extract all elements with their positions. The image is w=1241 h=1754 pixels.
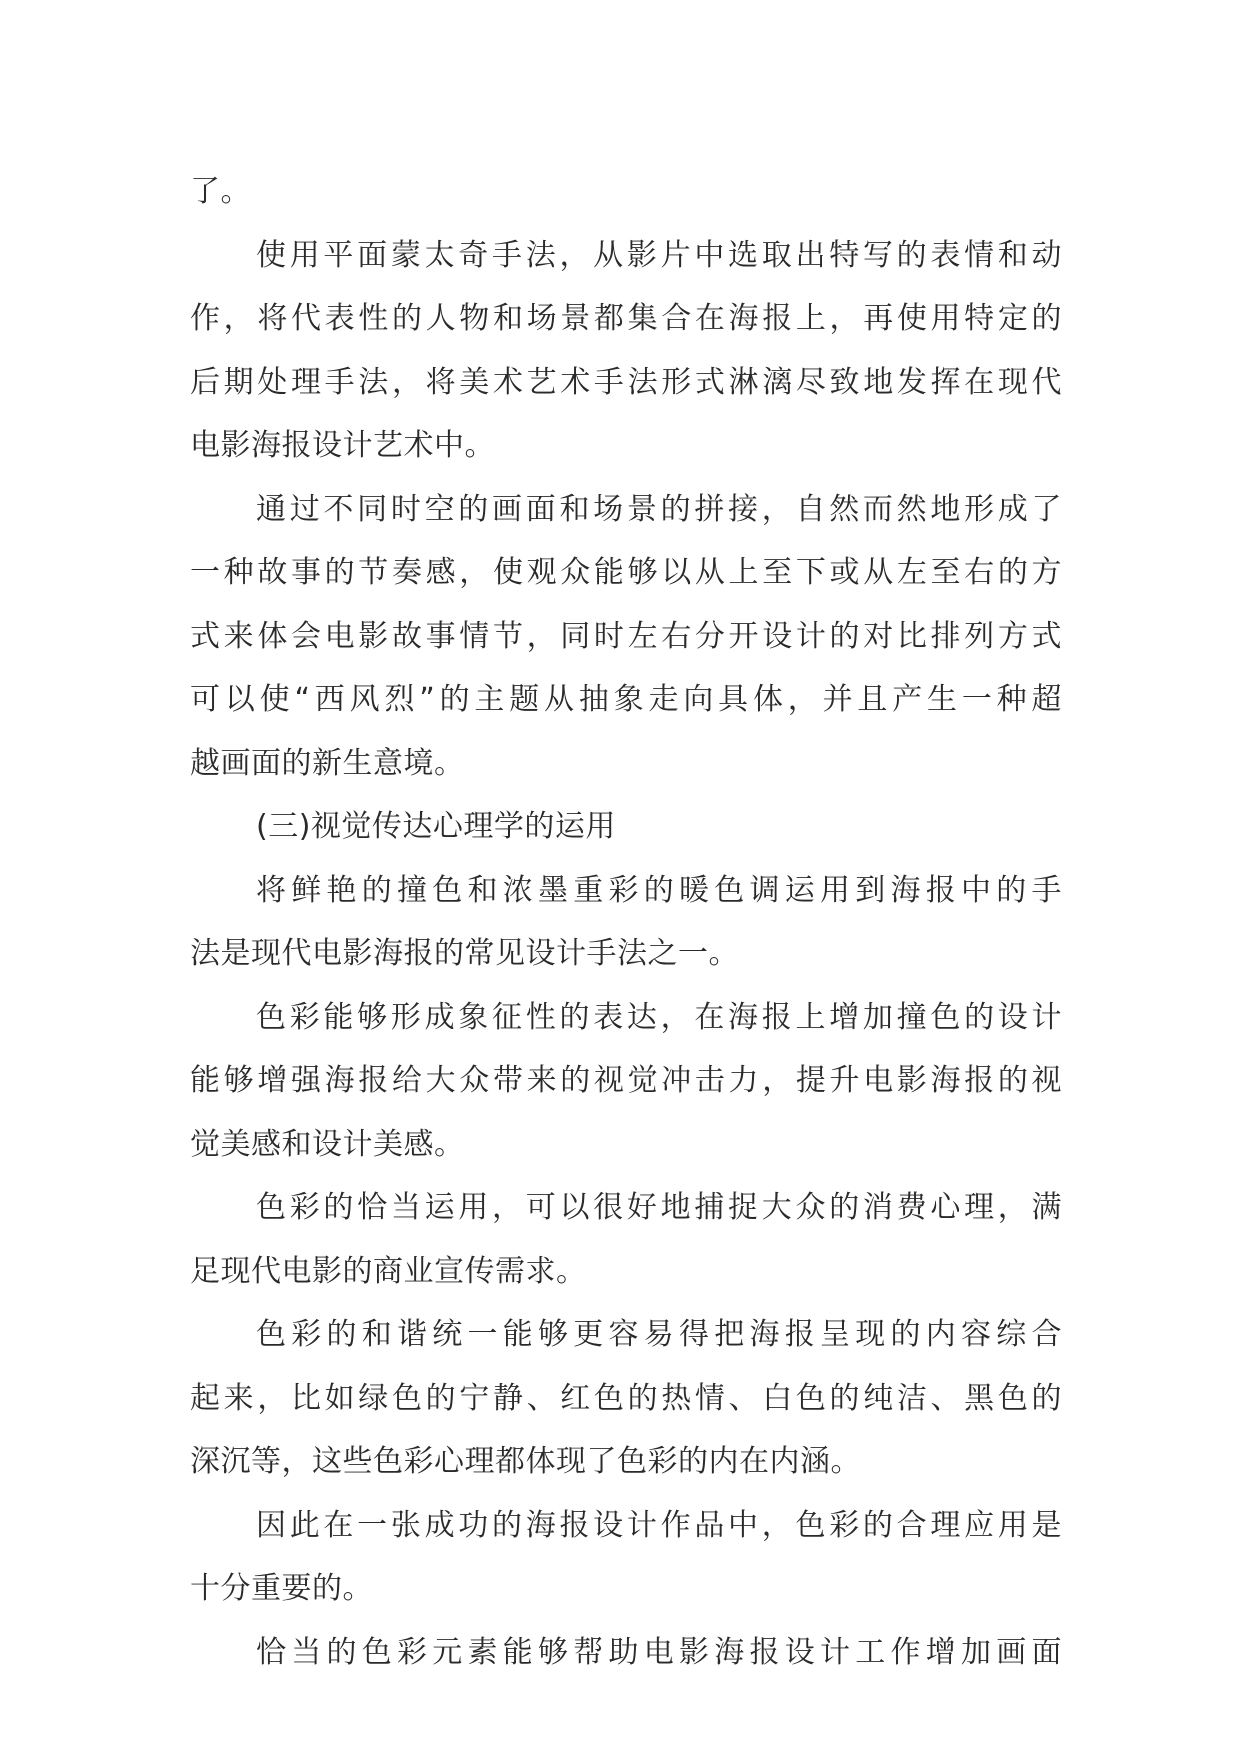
text-line: 深沉等，这些色彩心理都体现了色彩的内在内涵。 xyxy=(190,1444,861,1479)
text-line: 后期处理手法，将美术艺术手法形式淋漓尽致地发挥在现代 xyxy=(190,364,1062,400)
body-text xyxy=(190,160,1062,1684)
text-line: 了。 xyxy=(190,174,251,209)
text-line: 色彩的恰当运用，可以很好地捕捉大众的消费心理，满 xyxy=(256,1190,1062,1225)
text-line: 电影海报设计艺术中。 xyxy=(190,428,495,463)
text-line: 恰当的色彩元素能够帮助电影海报设计工作增加画面 xyxy=(256,1634,1062,1670)
text-line: 通过不同时空的画面和场景的拼接，自然而然地形成了 xyxy=(256,491,1062,527)
text-line: 觉美感和设计美感。 xyxy=(190,1126,465,1162)
text-line: 将鲜艳的撞色和浓墨重彩的暖色调运用到海报中的手 xyxy=(256,872,1062,908)
text-line: 色彩的和谐统一能够更容易得把海报呈现的内容综合 xyxy=(256,1317,1062,1352)
text-line: 法是现代电影海报的常见设计手法之一。 xyxy=(190,936,739,971)
text-line: 使用平面蒙太奇手法，从影片中选取出特写的表情和动 xyxy=(256,237,1062,273)
section-heading: (三)视觉传达心理学的运用 xyxy=(256,809,616,844)
text-line: 作，将代表性的人物和场景都集合在海报上，再使用特定的 xyxy=(190,301,1062,336)
text-line: 十分重要的。 xyxy=(190,1571,373,1606)
text-line: 越画面的新生意境。 xyxy=(190,745,465,781)
text-line: 一种故事的节奏感，使观众能够以从上至下或从左至右的方 xyxy=(190,555,1062,590)
text-line: 色彩能够形成象征性的表达，在海报上增加撞色的设计 xyxy=(256,999,1062,1035)
text-line: 起来，比如绿色的宁静、红色的热情、白色的纯洁、黑色的 xyxy=(190,1380,1062,1416)
text-line: 足现代电影的商业宣传需求。 xyxy=(190,1253,587,1289)
text-line: 式来体会电影故事情节，同时左右分开设计的对比排列方式 xyxy=(190,618,1062,654)
text-line: 可以使“西风烈”的主题从抽象走向具体，并且产生一种超 xyxy=(190,682,1062,717)
text-line: 能够增强海报给大众带来的视觉冲击力，提升电影海报的视 xyxy=(190,1063,1062,1098)
text-line: 因此在一张成功的海报设计作品中，色彩的合理应用是 xyxy=(256,1507,1062,1543)
